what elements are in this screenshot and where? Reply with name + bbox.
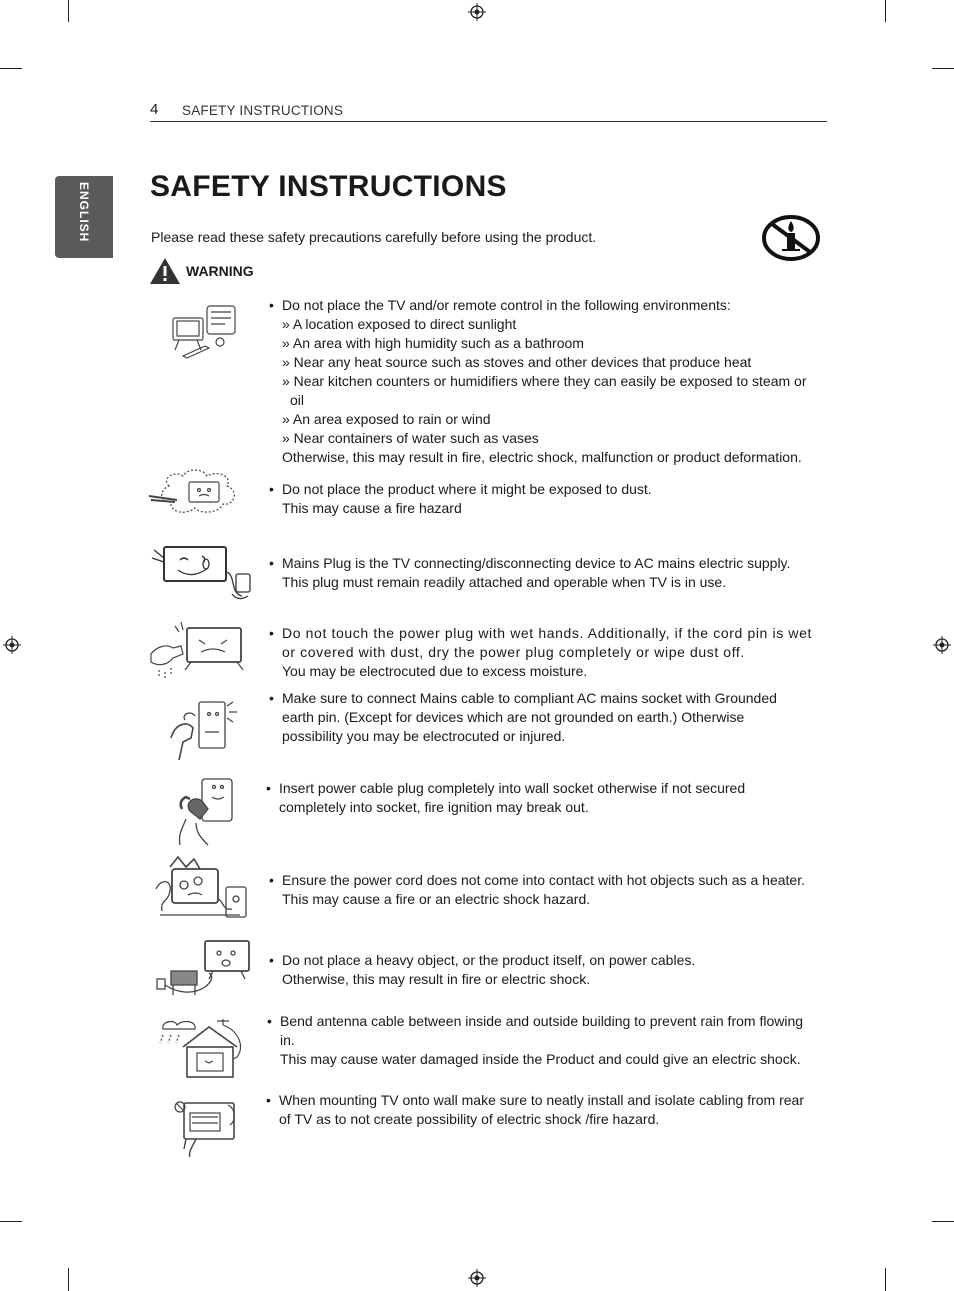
hot-object-illustration-icon [152,855,252,925]
crop-mark [885,0,886,22]
grounded-socket-illustration-icon [165,698,243,764]
crop-mark [68,0,69,22]
crop-mark [932,1221,954,1222]
item-text: » A location exposed to direct sunlight [282,316,517,332]
item-text: in. [280,1032,295,1048]
item-text: » An area exposed to rain or wind [282,411,491,427]
antenna-cable-illustration-icon [153,1017,253,1081]
bullet: • [266,780,271,796]
page-number: 4 [150,101,159,118]
registration-mark-icon [933,636,951,654]
registration-mark-icon [3,636,21,654]
safety-item [269,296,827,467]
language-tab [55,176,113,258]
bullet: • [267,1013,272,1029]
bullet: • [266,1092,271,1108]
registration-mark-icon [468,3,486,21]
page-title: SAFETY INSTRUCTIONS [150,170,507,203]
crop-mark [885,1268,886,1291]
safety-item [269,554,827,592]
heavy-object-illustration-icon [153,937,253,1001]
bullet: • [269,872,274,888]
bullet: • [269,690,274,706]
language-label: ENGLISH [77,182,91,243]
crop-mark [0,1221,22,1222]
item-text: Bend antenna cable between inside and outside building to prevent rain from flowing [280,1013,804,1029]
item-text: » An area with high humidity such as a bathroom [282,335,584,351]
safety-item [266,779,827,817]
item-text: This plug must remain readily attached and operable when TV is in use. [282,574,727,590]
item-text: When mounting TV onto wall make sure to neatly install and isolate cabling from rear [279,1092,805,1108]
safety-item [269,480,827,518]
item-text: This may cause a fire hazard [282,500,462,516]
bullet: • [269,481,274,497]
item-text: oil [290,392,305,408]
no-open-flame-icon [760,213,822,263]
warning-icon [149,257,181,285]
safety-item [269,871,827,909]
item-text: Make sure to connect Mains cable to compliant AC mains socket with Grounded [282,690,777,706]
item-text: Otherwise, this may result in fire, electric shock, malfunction or product deformation. [282,449,802,465]
safety-item [269,689,827,746]
item-text: Mains Plug is the TV connecting/disconnecting device to AC mains electric supply. [282,555,791,571]
item-text: » Near any heat source such as stoves and other devices that produce heat [282,354,752,370]
safety-item [266,1091,827,1129]
running-header: SAFETY INSTRUCTIONS [182,103,344,118]
safety-item [267,1012,827,1069]
item-text: completely into socket, fire ignition may break out. [279,799,589,815]
item-text: possibility you may be electrocuted or injured. [282,728,566,744]
bullet: • [269,555,274,571]
item-text: » Near containers of water such as vases [282,430,539,446]
crop-mark [0,68,22,69]
crop-mark [932,68,954,69]
item-text: Otherwise, this may result in fire or electric shock. [282,971,591,987]
item-text: » Near kitchen counters or humidifiers where they can easily be exposed to steam or [282,373,807,389]
item-text: Do not touch the power plug with wet hands. Additionally, if the cord pin is wet or covered with dust, dry the power plug completely or wipe dust off. [282,625,812,660]
item-text: This may cause water damaged inside the Product and could give an electric shock. [280,1051,801,1067]
registration-mark-icon [468,1269,486,1287]
mains-plug-illustration-icon [150,544,255,602]
bullet: • [269,297,274,313]
wall-mount-illustration-icon [170,1095,242,1159]
item-text: Insert power cable plug completely into wall socket otherwise if not secured [279,780,746,796]
item-text: of TV as to not create possibility of electric shock /fire hazard. [279,1111,660,1127]
page-header [150,101,827,122]
item-text: This may cause a fire or an electric shock hazard. [282,891,591,907]
safety-item [269,624,812,681]
intro-text: Please read these safety precautions carefully before using the product. [151,229,597,245]
tv-environment-illustration-icon [165,300,243,360]
bullet: • [269,625,274,641]
item-text: Do not place the TV and/or remote control in the following environments: [282,297,731,313]
bullet: • [269,952,274,968]
dust-illustration-icon [147,466,252,522]
wet-hands-illustration-icon [145,618,253,684]
item-text: Ensure the power cord does not come into contact with hot objects such as a heater. [282,872,805,888]
crop-mark [68,1268,69,1291]
safety-item [269,951,827,989]
warning-label: WARNING [186,263,254,279]
insert-plug-illustration-icon [172,775,242,847]
item-text: Do not place the product where it might be exposed to dust. [282,481,652,497]
item-text: earth pin. (Except for devices which are not grounded on earth.) Otherwise [282,709,745,725]
item-text: Do not place a heavy object, or the product itself, on power cables. [282,952,696,968]
item-text: You may be electrocuted due to excess moisture. [282,663,588,679]
